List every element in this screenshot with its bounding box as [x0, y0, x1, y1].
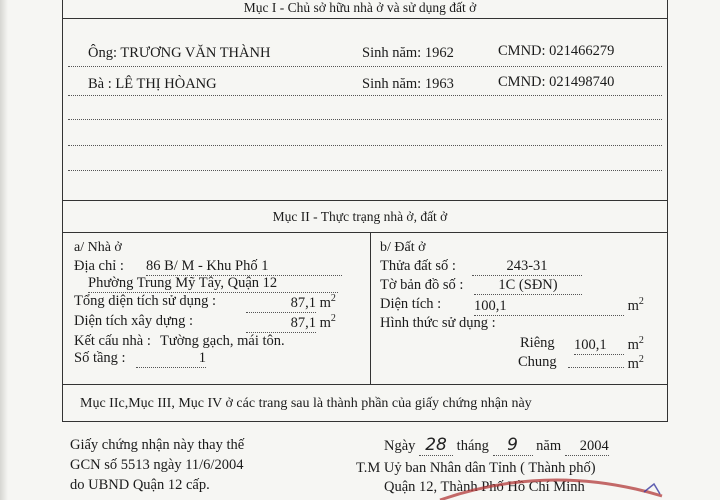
authority-line1: T.M Uỷ ban Nhân dân Tỉnh ( Thành phố)	[356, 460, 596, 476]
writing-line	[68, 170, 662, 171]
issue-day: 28	[419, 435, 453, 456]
land-heading: b/ Đất ở	[380, 240, 426, 255]
footer-note-rule	[62, 384, 668, 385]
land-area-label: Diện tích :	[380, 296, 442, 312]
floors-label: Số tầng :	[74, 350, 126, 366]
authority-line2: Quận 12, Thành Phố Hồ Chí Minh	[384, 479, 585, 495]
map-sheet-value: 1C (SĐN)	[474, 277, 582, 295]
address-label: Địa chỉ :	[74, 258, 124, 274]
land-area	[474, 296, 644, 316]
unit-m: m	[627, 355, 639, 372]
usage-form-label: Hình thức sử dụng :	[380, 315, 496, 331]
writing-line	[68, 145, 662, 146]
unit-m: m	[627, 336, 639, 353]
unit-m: m	[319, 314, 331, 331]
unit-m: m	[319, 294, 331, 311]
built-area-value: 87,1	[246, 315, 316, 333]
total-area-value: 87,1	[246, 295, 316, 313]
owner1-name: Ông: TRƯƠNG VĂN THÀNH	[88, 45, 271, 61]
address-line1-value: 86 B/ M - Khu Phố 1	[146, 258, 342, 276]
section2-column-divider	[370, 232, 371, 385]
owner2-birth-year: Sinh năm: 1963	[362, 76, 454, 92]
built-area-label: Diện tích xây dựng :	[74, 313, 194, 329]
writing-line	[68, 119, 662, 120]
built-area	[246, 313, 336, 333]
unit-superscript: 2	[330, 313, 336, 324]
parcel-value: 243-31	[472, 258, 582, 276]
month-label: tháng	[456, 438, 489, 454]
issue-date	[384, 435, 609, 456]
shared-usage-value	[568, 367, 624, 368]
shared-usage-label: Chung	[518, 354, 557, 370]
issue-year: 2004	[565, 438, 609, 456]
address-line2	[88, 275, 338, 293]
section1-header-rule	[62, 18, 668, 19]
address-line2-value: Phường Trung Mỹ Tây, Quận 12	[88, 275, 338, 293]
writing-line	[68, 66, 662, 67]
owner2-id-number: CMND: 021498740	[498, 74, 615, 90]
map-sheet	[474, 277, 582, 295]
house-heading: a/ Nhà ở	[74, 240, 122, 255]
issue-month: 9	[493, 435, 533, 456]
replacement-line1: Giấy chứng nhận này thay thế	[70, 437, 245, 453]
unit-superscript: 2	[638, 335, 644, 346]
parcel-label: Thửa đất số :	[380, 258, 456, 274]
page-edge-shadow	[0, 0, 8, 500]
section1-title: Mục I - Chủ sở hữu nhà ở và sử dụng đất ở	[243, 0, 477, 15]
total-area-label: Tổng diện tích sử dụng :	[74, 293, 216, 309]
date-prefix: Ngày	[384, 438, 416, 454]
section2-header-rule	[62, 232, 668, 233]
address-line1	[146, 258, 342, 276]
unit-superscript: 2	[638, 296, 644, 307]
private-usage	[574, 335, 644, 355]
unit-m: m	[627, 297, 639, 314]
owner1-id-number: CMND: 021466279	[498, 43, 615, 59]
private-usage-value: 100,1	[574, 337, 624, 355]
year-label: năm	[536, 438, 562, 454]
section2-top-rule	[62, 200, 668, 201]
replacement-line2: GCN số 5513 ngày 11/6/2004	[70, 457, 244, 473]
structure-value: Tường gạch, mái tôn.	[160, 333, 285, 349]
unit-superscript: 2	[638, 354, 644, 365]
private-usage-label: Riêng	[520, 335, 555, 351]
owner1-birth-year: Sinh năm: 1962	[362, 45, 454, 61]
total-area	[246, 293, 336, 313]
structure-label: Kết cấu nhà :	[74, 333, 151, 349]
land-area-value: 100,1	[474, 298, 624, 316]
parcel	[472, 258, 582, 276]
map-sheet-label: Tờ bản đồ số :	[380, 277, 464, 293]
shared-usage	[568, 354, 644, 373]
section2-title: Mục II - Thực trạng nhà ở, đất ở	[272, 209, 448, 224]
footer-note: Mục IIc,Mục III, Mục IV ở các trang sau là thành phần của giấy chứng nhận này	[80, 396, 532, 411]
writing-line	[68, 95, 662, 96]
unit-superscript: 2	[330, 293, 336, 304]
red-seal-edge	[430, 470, 670, 500]
replacement-line3: do UBND Quận 12 cấp.	[70, 477, 210, 493]
floors-value: 1	[136, 350, 206, 368]
owner2-name: Bà : LÊ THỊ HÒANG	[88, 76, 217, 92]
floors	[136, 350, 206, 368]
